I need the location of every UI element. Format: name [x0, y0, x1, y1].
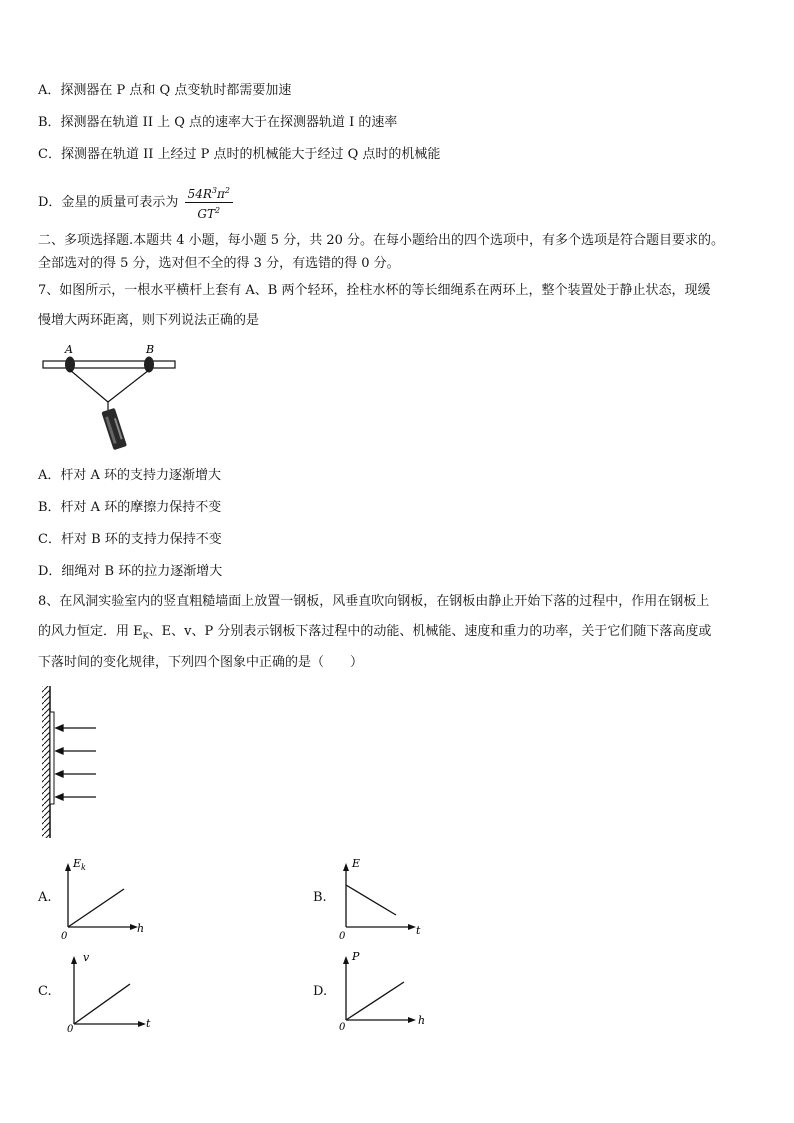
q8-stem-line2: 的风力恒定．用 $E_K$、E、v、P 分别表示钢板下落过程中的动能、机械能、速度和重力的功率，关于它们随下落高度或 — [38, 624, 712, 641]
steel-plate — [50, 712, 54, 804]
q8-stem-line1: 8、在风洞实验室内的竖直粗糙墙面上放置一钢板，风垂直吹向钢板，在钢板由静止开始下落的过程中，作用在钢板上 — [38, 594, 710, 609]
horizontal-rod — [43, 361, 175, 368]
rough-wall — [42, 686, 50, 838]
graph-b-origin: 0 — [339, 931, 346, 940]
q7-option-c: C．杆对 B 环的支持力保持不变 — [38, 532, 222, 547]
wind-arrows — [56, 725, 96, 800]
q8-stem-line3: 下落时间的变化规律，下列四个图象中正确的是（ ） — [38, 655, 364, 670]
graph-a-line — [68, 889, 124, 927]
q7-stem-line2: 慢增大两环距离，则下列说法正确的是 — [38, 313, 260, 328]
ring-b-label: B — [146, 343, 155, 356]
graph-a-origin: 0 — [61, 931, 68, 940]
water-cup — [101, 408, 127, 450]
option-prev-d-text: D．金星的质量可表示为 — [38, 195, 179, 210]
graph-d-label: D. — [313, 984, 328, 999]
q7-option-a: A．杆对 A 环的支持力逐渐增大 — [38, 468, 222, 483]
graph-b — [338, 855, 428, 940]
option-prev-d — [38, 183, 233, 222]
graph-d-origin: 0 — [339, 1022, 346, 1033]
option-prev-b: B．探测器在轨道 II 上 Q 点的速率大于在探测器轨道 I 的速率 — [38, 115, 398, 130]
q7-option-b: B．杆对 A 环的摩擦力保持不变 — [38, 500, 222, 515]
string-a — [70, 370, 108, 402]
q7-stem-line1: 7、如图所示，一根水平横杆上套有 A、B 两个轻环，拴柱水杯的等长细绳系在两环上，整个装置处于静止状态，现缓 — [38, 283, 711, 298]
graph-b-x-label: t — [416, 924, 421, 937]
section2-line1: 二、多项选择题.本题共 4 小题，每小题 5 分，共 20 分。在每小题给出的四个选项中，有多个选项是符合题目要求的。 — [38, 233, 725, 248]
graph-b-line — [346, 885, 396, 915]
graph-a-label: A. — [38, 890, 52, 905]
graph-d-x-label: h — [418, 1014, 426, 1027]
graph-c-y-label: v — [83, 951, 90, 964]
graph-c-origin: 0 — [67, 1024, 74, 1033]
graph-a — [60, 855, 150, 940]
q7-option-d: D．细绳对 B 环的拉力逐渐增大 — [38, 564, 223, 579]
graph-a-x-label: h — [137, 922, 145, 935]
q7-rod-figure — [40, 340, 180, 455]
graph-c-label: C. — [38, 984, 52, 999]
graph-b-label: B. — [313, 890, 327, 905]
graph-d-y-label: P — [352, 950, 360, 963]
graph-c-x-label: t — [146, 1017, 151, 1030]
section2-line2: 全部选对的得 5 分，选对但不全的得 3 分，有选错的得 0 分。 — [38, 256, 400, 271]
graph-c-line — [74, 984, 130, 1024]
svg-text:Ek: $E_k$ — [73, 857, 86, 872]
graph-c — [66, 948, 158, 1033]
ring-a-label: A — [65, 343, 73, 356]
option-prev-c: C．探测器在轨道 II 上经过 P 点时的机械能大于经过 Q 点时的机械能 — [38, 147, 441, 162]
option-prev-a: A．探测器在 P 点和 Q 点变轨时都需要加速 — [38, 83, 292, 98]
graph-d — [338, 948, 430, 1033]
graph-d-line — [346, 982, 404, 1020]
mass-formula: $\frac{54R^3\pi^2}{GT^2}$ — [185, 183, 233, 222]
wind-wall-figure — [38, 684, 108, 840]
graph-b-y-label: E — [352, 857, 361, 870]
string-b — [108, 370, 149, 402]
